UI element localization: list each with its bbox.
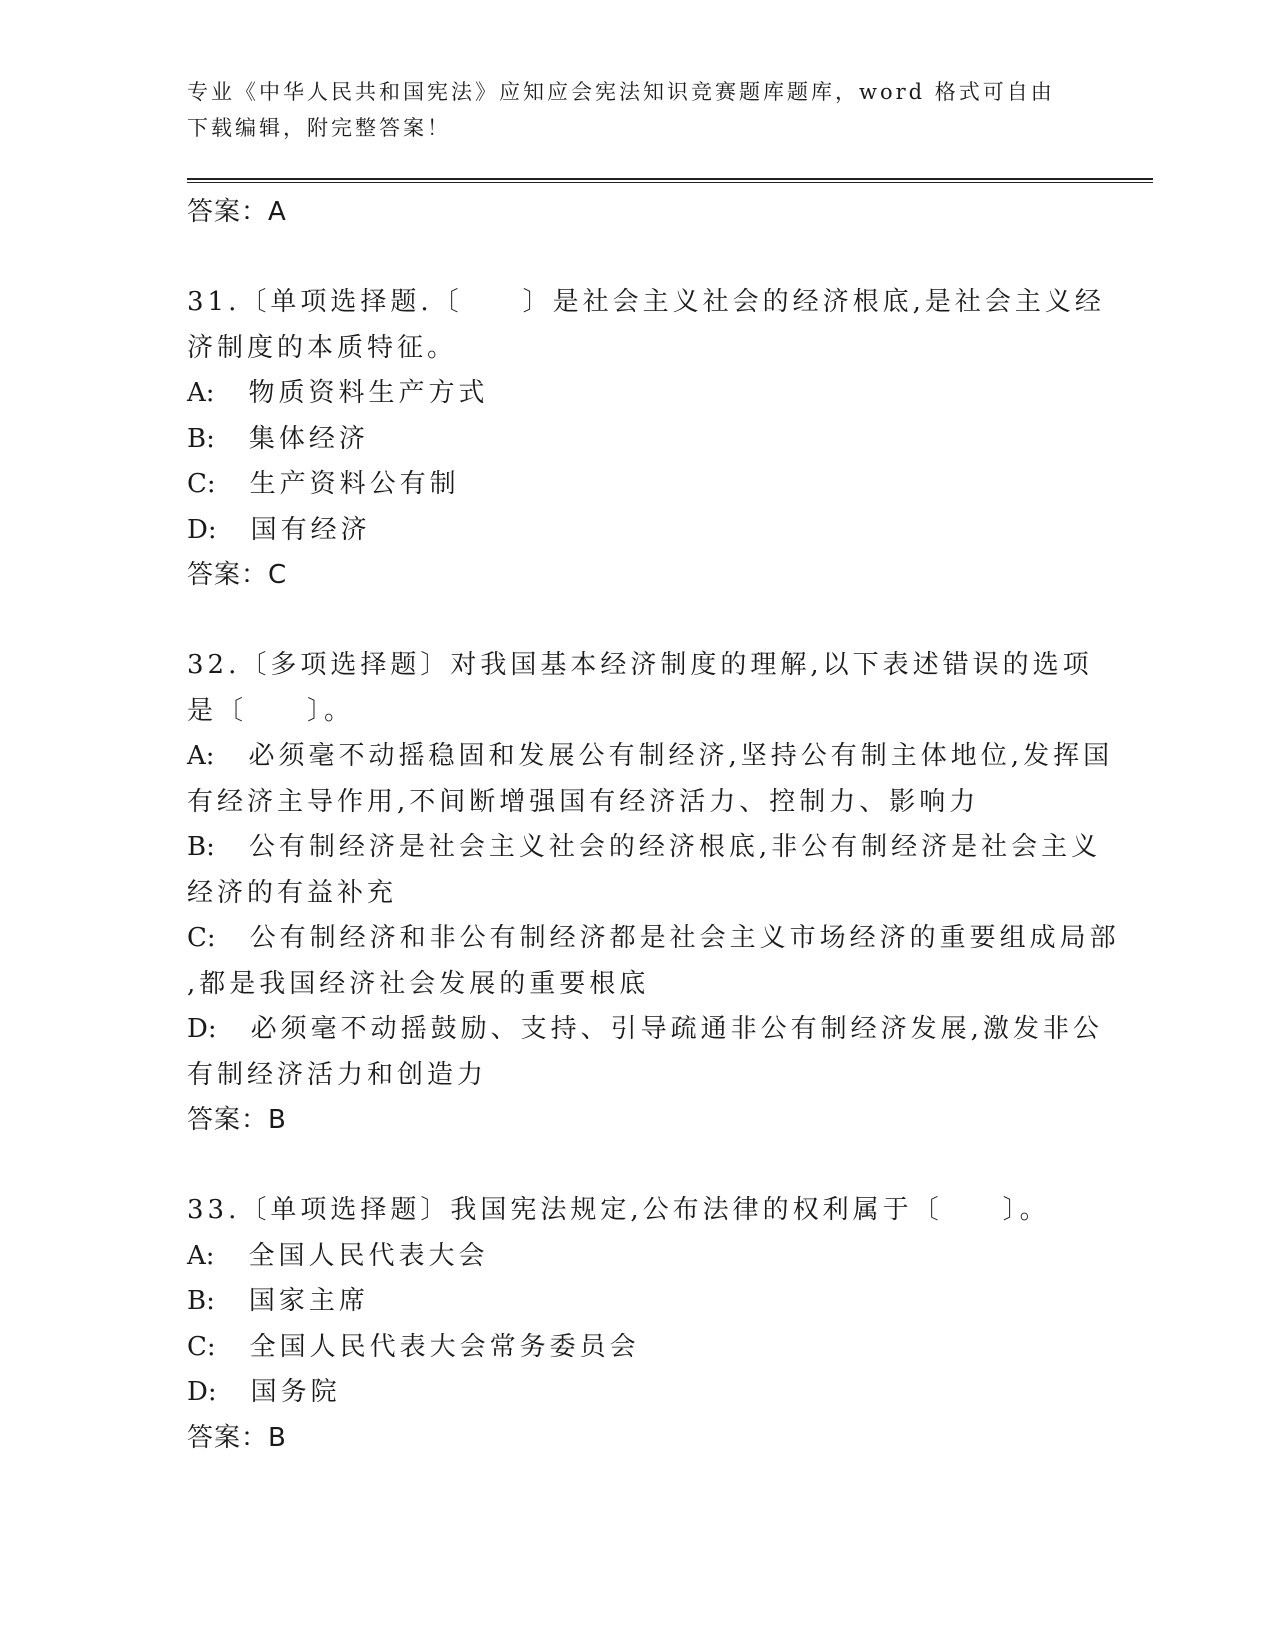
option-a [187, 1234, 1087, 1280]
answer-label: 答案 [187, 1105, 242, 1135]
option-d [187, 1053, 1087, 1099]
question-text: 济制度的本质特征。 [187, 332, 458, 363]
question-text: 33.〔单项选择题〕我国宪法规定,公布法律的权利属于〔 〕。 [187, 1195, 1050, 1225]
option-d [187, 1370, 1087, 1416]
answer-label: 答案 [187, 1422, 242, 1453]
option-text: 有制经济活力和创造力 [187, 1059, 488, 1090]
option-b [187, 825, 1102, 871]
option-c [187, 962, 1087, 1008]
answer-separator: ： [241, 1105, 269, 1135]
option-letter: C [187, 1331, 207, 1362]
option-c [187, 916, 1120, 962]
option-text: 物质资料生产方式 [248, 378, 489, 408]
option-letter: D [187, 514, 208, 545]
option-colon: : [205, 741, 249, 771]
option-text: 集体经济 [248, 423, 369, 454]
option-text: 国家主席 [248, 1286, 369, 1316]
option-text: 国务院 [250, 1377, 341, 1407]
option-letter: A [187, 1240, 206, 1271]
page-header [187, 74, 1067, 146]
questions-container [187, 234, 1120, 1460]
option-text: 公有制经济和非公有制经济都是社会主义市场经济的重要组成局部 [249, 923, 1120, 953]
option-a [187, 734, 1114, 780]
option-a [187, 371, 1087, 417]
answer-value: B [268, 1105, 287, 1135]
option-letter: C [187, 923, 207, 953]
answer-line [187, 1098, 1087, 1142]
option-letter: D [187, 1377, 208, 1407]
option-colon: : [207, 1377, 251, 1407]
answer-separator: ： [241, 1422, 269, 1453]
option-letter: B [187, 832, 207, 862]
option-colon: : [206, 1331, 250, 1362]
option-colon: : [206, 832, 249, 862]
option-colon: : [207, 1014, 251, 1044]
question-text: 32.〔多项选择题〕对我国基本经济制度的理解,以下表述错误的选项 [187, 650, 1093, 680]
option-letter: B [187, 1286, 207, 1316]
spacer [187, 597, 1087, 643]
option-text: 公有制经济是社会主义社会的经济根底,非公有制经济是社会主义 [248, 832, 1102, 862]
answer-line [187, 190, 1087, 234]
option-colon: : [207, 514, 251, 545]
option-d [187, 508, 1087, 554]
answer-separator: ： [241, 560, 269, 590]
option-letter: D [187, 1014, 208, 1044]
header-divider [187, 178, 1153, 183]
header-line-1: 专业《中华人民共和国宪法》应知应会宪法知识竞赛题库题库，word 格式可自由 [187, 80, 1055, 104]
option-letter: C [187, 469, 207, 499]
option-colon: : [205, 1240, 249, 1271]
option-text: 必须毫不动摇鼓励、支持、引导疏通非公有制经济发展,激发非公 [250, 1014, 1103, 1044]
option-b [187, 1279, 1087, 1325]
option-text: 生产资料公有制 [249, 469, 460, 499]
spacer [187, 1142, 1087, 1188]
option-letter: B [187, 423, 207, 454]
option-b [187, 871, 1087, 917]
answer-label: 答案 [187, 197, 242, 227]
question-block [187, 234, 1105, 597]
option-colon: : [206, 923, 250, 953]
option-b [187, 417, 1087, 463]
answer-label: 答案 [187, 560, 242, 590]
option-text: ,都是我国经济社会发展的重要根底 [187, 968, 650, 999]
header-line-2: 下载编辑，附完整答案！ [187, 116, 451, 140]
question-list [187, 190, 1120, 1460]
option-d [187, 1007, 1103, 1053]
option-colon: : [206, 469, 250, 499]
answer-value: C [268, 560, 288, 590]
answer-line [187, 553, 1087, 597]
answer-value: B [268, 1422, 287, 1453]
option-colon: : [206, 1286, 249, 1316]
question-block [187, 597, 1120, 1142]
option-c [187, 462, 1087, 508]
option-text: 有经济主导作用,不间断增强国有经济活力、控制力、影响力 [187, 786, 980, 817]
spacer [187, 234, 1087, 280]
answer-value: A [268, 197, 287, 227]
option-c [187, 1325, 1087, 1371]
option-letter: A [187, 378, 206, 408]
option-colon: : [206, 423, 249, 454]
option-a [187, 780, 1087, 826]
option-text: 全国人民代表大会 [248, 1240, 489, 1271]
question-text: 是〔 〕。 [187, 695, 355, 726]
question-text: 31.〔单项选择题.〔 〕是社会主义社会的经济根底,是社会主义经 [187, 287, 1105, 317]
answer-separator: ： [241, 197, 269, 227]
option-colon: : [205, 378, 249, 408]
option-text: 必须毫不动摇稳固和发展公有制经济,坚持公有制主体地位,发挥国 [248, 741, 1114, 771]
option-text: 国有经济 [250, 514, 371, 545]
question-block [187, 1142, 1087, 1460]
answer-line [187, 1416, 1087, 1460]
option-text: 经济的有益补充 [187, 877, 398, 908]
option-text: 全国人民代表大会常务委员会 [249, 1331, 640, 1362]
option-letter: A [187, 741, 206, 771]
